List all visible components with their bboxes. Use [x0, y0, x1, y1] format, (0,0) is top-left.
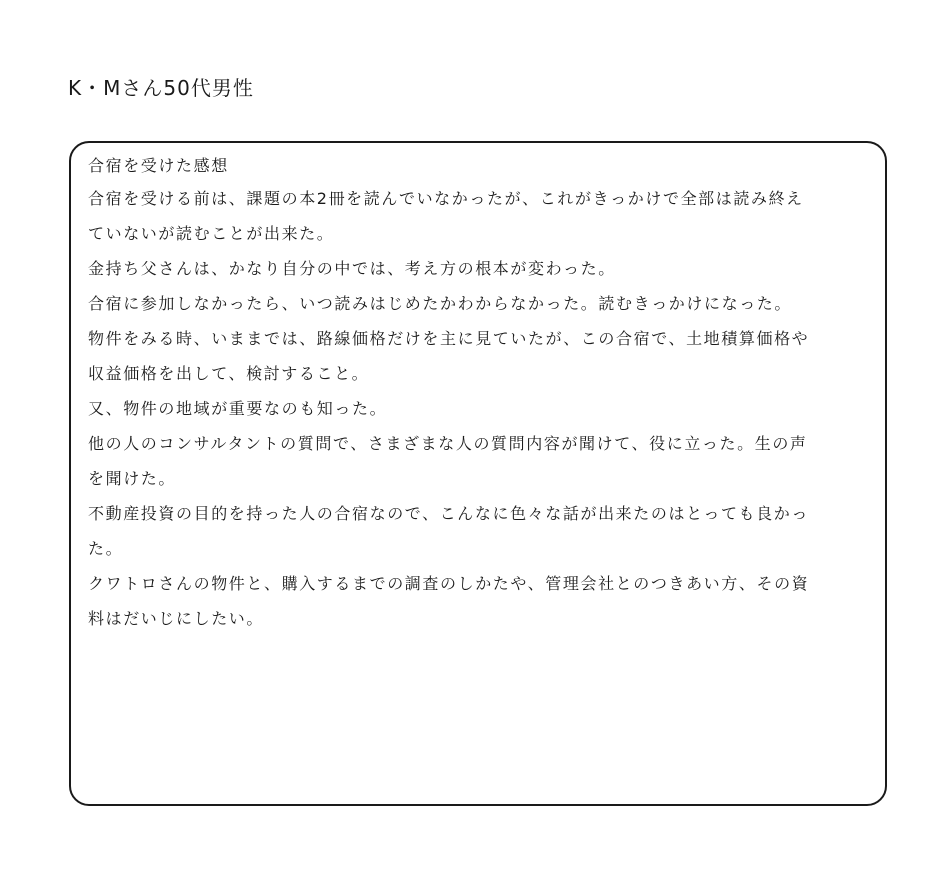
text-line: 収益価格を出して、検討すること。: [88, 364, 370, 383]
text-line: 料はだいじにしたい。: [88, 609, 265, 628]
text-line: 金持ち父さんは、かなり自分の中では、考え方の根本が変わった。: [88, 259, 616, 278]
text-line: 又、物件の地域が重要なのも知った。: [88, 399, 388, 418]
text-line: クワトロさんの物件と、購入するまでの調査のしかたや、管理会社とのつきあい方、その資: [88, 574, 810, 593]
text-line: ていないが読むことが出来た。: [88, 224, 335, 243]
text-line: を聞けた。: [88, 469, 177, 488]
testimonial-text: [88, 151, 878, 636]
text-line: 物件をみる時、いままでは、路線価格だけを主に見ていたが、この合宿で、土地積算価格や: [88, 329, 810, 348]
page-heading: K・Mさん50代男性: [68, 76, 254, 100]
text-line: た。: [88, 539, 124, 558]
text-line: 合宿を受けた感想: [88, 156, 229, 175]
text-line: 合宿に参加しなかったら、いつ読みはじめたかわからなかった。読むきっかけになった。: [88, 294, 793, 313]
text-line: 他の人のコンサルタントの質問で、さまざまな人の質問内容が聞けて、役に立った。生の声: [88, 434, 808, 453]
text-line: 合宿を受ける前は、課題の本2冊を読んでいなかったが、これがきっかけで全部は読み終え: [88, 189, 804, 208]
text-line: 不動産投資の目的を持った人の合宿なので、こんなに色々な話が出来たのはとっても良かっ: [88, 504, 809, 523]
